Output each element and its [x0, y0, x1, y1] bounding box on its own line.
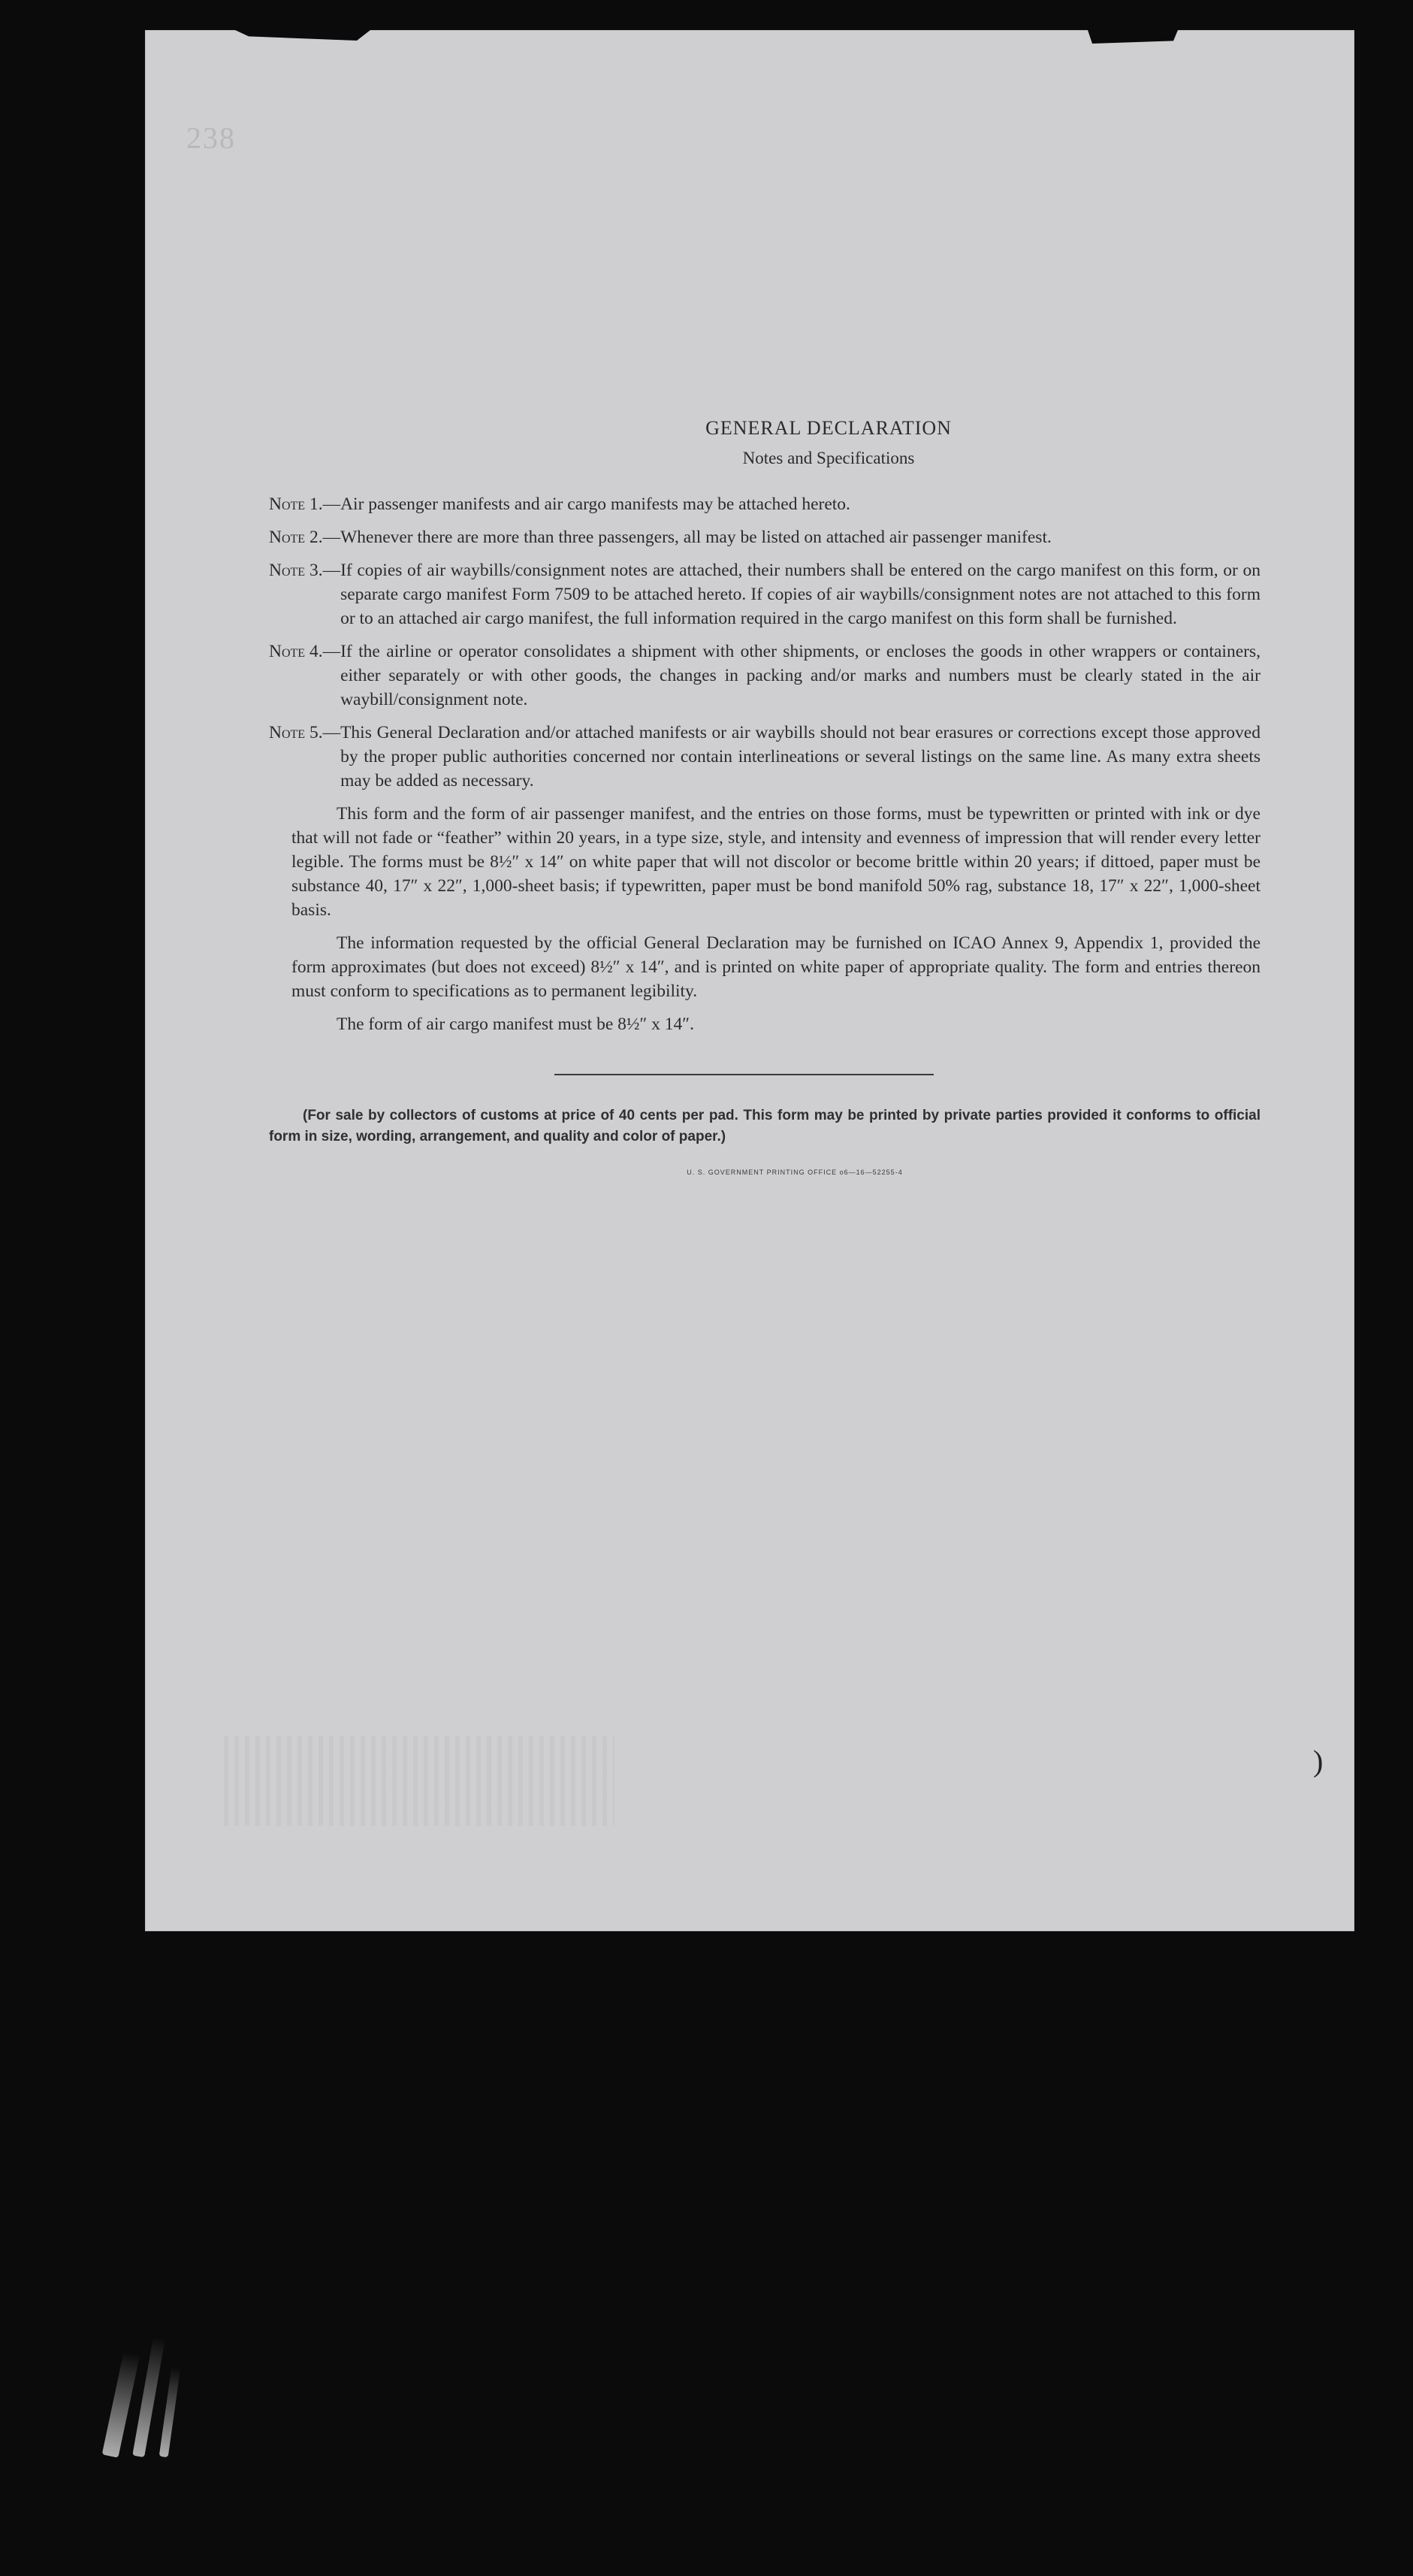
faint-stamp-mark — [224, 1736, 614, 1826]
note-text: Whenever there are more than three passengers, all may be listed on attached air passenger manifest. — [340, 528, 1052, 547]
bracket-mark: ) — [1313, 1744, 1324, 1778]
note-label: Note 2.— — [269, 528, 341, 547]
torn-edge-left — [235, 30, 370, 41]
note-text: This General Declaration and/or attached manifests or air waybills should not bear erasures or corrections except those approved by the proper public authorities concerned nor contain interlineations or several listings on the same line. As many extra sheets may be added as necessary. — [340, 723, 1261, 791]
note-2 — [269, 525, 1261, 549]
note-text: If the airline or operator consolidates a shipment with other shipments, or encloses the goods in other wrappers or containers, either separately or with other goods, the changes in packing and/or marks and numbers must be clearly stated in the air waybill/consignment note. — [340, 642, 1261, 709]
note-label: Note 4.— — [269, 642, 341, 661]
note-label: Note 5.— — [269, 723, 341, 742]
document-page — [145, 30, 1354, 1931]
light-streak — [159, 2367, 181, 2458]
note-text: Air passenger manifests and air cargo manifests may be attached hereto. — [340, 494, 850, 514]
document-title: GENERAL DECLARATION — [705, 417, 952, 439]
paragraph-icao-annex: The information requested by the official General Declaration may be furnished on ICAO Annex 9, Appendix 1, provided the form approximates (but does not exceed) 8½″ x 14″, and is printed on white paper of appropriate quality. The form and entries thereon must conform to specifications as to permanent legibility. — [291, 933, 1261, 1001]
note-3 — [269, 558, 1261, 630]
note-label: Note 3.— — [269, 561, 341, 580]
paragraph-cargo-manifest-size: The form of air cargo manifest must be 8½″ x 14″. — [337, 1014, 694, 1034]
sale-note: (For sale by collectors of customs at price of 40 cents per pad. This form may be printed by private parties provided it conforms to official form in size, wording, arrangement, and quality and color of paper.) — [269, 1108, 1261, 1144]
note-5 — [269, 721, 1261, 793]
note-4 — [269, 639, 1261, 712]
horizontal-rule — [554, 1074, 934, 1075]
faint-page-number: 238 — [186, 121, 236, 155]
printing-office-line: U. S. GOVERNMENT PRINTING OFFICE o6—16—52255-4 — [687, 1169, 903, 1176]
document-subtitle: Notes and Specifications — [742, 449, 915, 467]
note-label: Note 1.— — [269, 494, 341, 514]
document-content — [269, 417, 1261, 1176]
torn-edge-right — [1088, 30, 1178, 44]
note-text: If copies of air waybills/consignment notes are attached, their numbers shall be entered on the cargo manifest on this form, or on separate cargo manifest Form 7509 to be attached hereto. If copies of air waybills/consignment notes are not attached to this form or to an attached air cargo manifest, the full information required in the cargo manifest on this form shall be furnished. — [340, 561, 1261, 628]
paragraph-form-requirements: This form and the form of air passenger manifest, and the entries on those forms, must be typewritten or printed with ink or dye that will not fade or “feather” within 20 years, in a type size, style, and intensity and evenness of impression that will render every letter legible. The forms must be 8½″ x 14″ on white paper that will not discolor or become brittle within 20 years; if dittoed, paper must be substance 40, 17″ x 22″, 1,000-sheet basis; if typewritten, paper must be bond manifold 50% rag, substance 18, 17″ x 22″, 1,000-sheet basis. — [291, 804, 1261, 920]
note-1 — [269, 492, 1261, 516]
